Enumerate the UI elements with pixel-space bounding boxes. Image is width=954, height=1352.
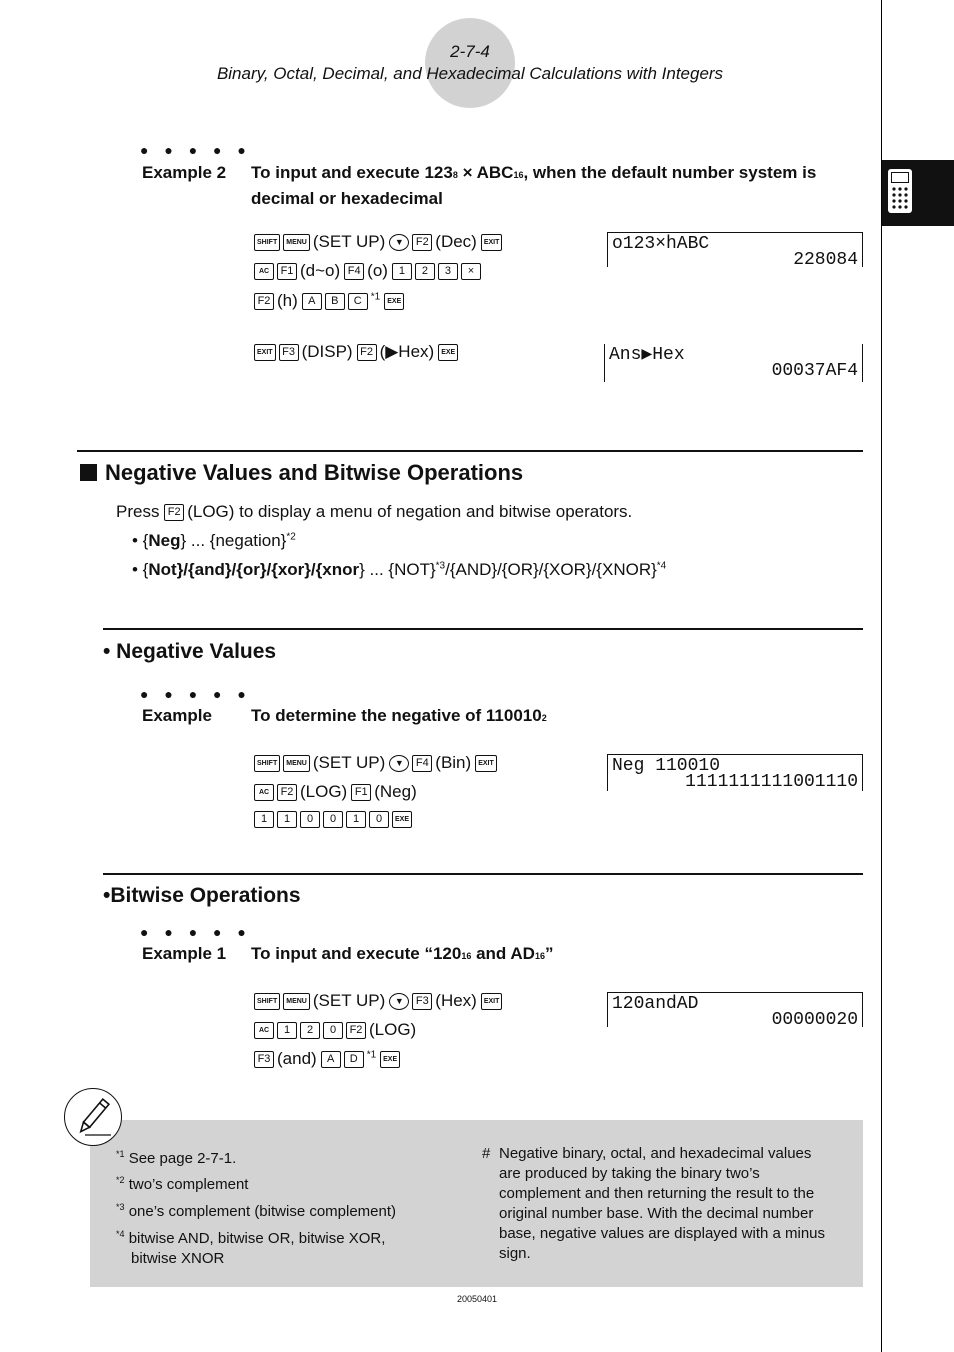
shift-key[interactable]: SHIFT bbox=[254, 993, 280, 1010]
example-title: To input and execute 1238 × ABC16, when the default number system is decimal or hexadecimal bbox=[251, 163, 817, 208]
exe-key[interactable]: EXE bbox=[384, 293, 404, 310]
keystroke-line bbox=[254, 811, 415, 828]
footnote-ref: *1 bbox=[370, 291, 381, 303]
keystroke-line: AC F2 (LOG) F1 (Neg) bbox=[254, 782, 421, 802]
pencil-icon bbox=[64, 1088, 122, 1146]
digit-key[interactable]: 0 bbox=[369, 811, 389, 828]
cursor-down-key[interactable]: ▼ bbox=[389, 755, 409, 772]
example-title: To input and execute “12016 and AD16” bbox=[251, 944, 554, 963]
keystroke-line: EXIT F3 (DISP) F2 (▶Hex) EXE bbox=[254, 342, 461, 362]
exe-key[interactable]: EXE bbox=[380, 1051, 400, 1068]
cursor-down-key[interactable]: ▼ bbox=[389, 993, 409, 1010]
note-text: Negative binary, octal, and hexadecimal values are produced by taking the binary two’s complement and then returning the result to the original number base. With the decimal number base, negative values are displayed with a minus sign. bbox=[499, 1145, 826, 1262]
digit-key[interactable]: 1 bbox=[346, 811, 366, 828]
keystroke-line: AC F1 (d~o) F4 (o) 1 2 3 × bbox=[254, 261, 484, 281]
keystroke-line: AC 1 2 0 F2 (LOG) bbox=[254, 1020, 420, 1040]
example-dots: ● ● ● ● ● bbox=[140, 924, 252, 940]
exit-key[interactable]: EXIT bbox=[254, 344, 276, 361]
cursor-down-key[interactable]: ▼ bbox=[389, 234, 409, 251]
f2-key[interactable]: F2 bbox=[346, 1022, 366, 1039]
digit-key[interactable]: 2 bbox=[300, 1022, 320, 1039]
keystroke-line: SHIFT MENU (SET UP) ▼ F2 (Dec) EXIT bbox=[254, 232, 505, 252]
bullet-item: • {Neg} ... {negation}$^{*2}$ bbox=[132, 531, 296, 550]
letter-key[interactable]: B bbox=[325, 293, 345, 310]
f3-key[interactable]: F3 bbox=[412, 993, 432, 1010]
page-title: Binary, Octal, Decimal, and Hexadecimal Calculations with Integers bbox=[216, 64, 724, 83]
exe-key[interactable]: EXE bbox=[392, 811, 412, 828]
menu-key[interactable]: MENU bbox=[283, 234, 310, 251]
subsection-title: •Bitwise Operations bbox=[103, 884, 301, 907]
example-label: Example 2 bbox=[142, 163, 227, 182]
subsection-rule bbox=[103, 628, 863, 630]
example-dots: ● ● ● ● ● bbox=[140, 142, 252, 158]
footer-code: 20050401 bbox=[456, 1294, 498, 1304]
intro-text: Press F2 (LOG) to display a menu of negation and bitwise operators. bbox=[116, 502, 633, 521]
shift-key[interactable]: SHIFT bbox=[254, 755, 280, 772]
f4-key[interactable]: F4 bbox=[412, 755, 432, 772]
subsection-title: • Negative Values bbox=[103, 640, 277, 663]
f2-key[interactable]: F2 bbox=[254, 293, 274, 310]
bullet-item: • {Not}/{and}/{or}/{xor}/{xnor} ... {NOT}$^{*3}$/{AND}/{OR}/{XOR}/{XNOR}$^{*4}$ bbox=[132, 560, 667, 579]
digit-key[interactable]: 0 bbox=[323, 811, 343, 828]
digit-key[interactable]: 1 bbox=[254, 811, 274, 828]
ac-key[interactable]: AC bbox=[254, 1022, 274, 1039]
example-label: Example 1 bbox=[142, 944, 227, 963]
multiply-key[interactable]: × bbox=[461, 263, 481, 280]
calculator-screen: o123×hABC 228084 bbox=[607, 232, 863, 267]
letter-key[interactable]: A bbox=[302, 293, 322, 310]
letter-key[interactable]: C bbox=[348, 293, 368, 310]
calculator-icon bbox=[887, 168, 913, 214]
example-label: Example bbox=[142, 706, 212, 725]
f3-key[interactable]: F3 bbox=[254, 1051, 274, 1068]
calculator-screen: Ans▶Hex 00037AF4 bbox=[604, 344, 863, 382]
f2-key[interactable]: F2 bbox=[277, 784, 297, 801]
digit-key[interactable]: 0 bbox=[323, 1022, 343, 1039]
section-rule bbox=[77, 450, 863, 452]
f1-key[interactable]: F1 bbox=[277, 263, 297, 280]
digit-key[interactable]: 1 bbox=[392, 263, 412, 280]
exit-key[interactable]: EXIT bbox=[481, 234, 503, 251]
notes-box bbox=[90, 1120, 863, 1287]
f2-key[interactable]: F2 bbox=[164, 504, 184, 521]
subsection-rule bbox=[103, 873, 863, 875]
exit-key[interactable]: EXIT bbox=[475, 755, 497, 772]
footnote: $^{*4}$ bitwise AND, bitwise OR, bitwise XOR, bitwise XNOR bbox=[116, 1229, 386, 1267]
keystroke-line: SHIFT MENU (SET UP) ▼ F4 (Bin) EXIT bbox=[254, 753, 500, 773]
digit-key[interactable]: 2 bbox=[415, 263, 435, 280]
menu-key[interactable]: MENU bbox=[283, 755, 310, 772]
digit-key[interactable]: 1 bbox=[277, 1022, 297, 1039]
section-title: Negative Values and Bitwise Operations bbox=[80, 460, 523, 486]
exit-key[interactable]: EXIT bbox=[481, 993, 503, 1010]
f2-key[interactable]: F2 bbox=[357, 344, 377, 361]
example-dots: ● ● ● ● ● bbox=[140, 686, 252, 702]
digit-key[interactable]: 3 bbox=[438, 263, 458, 280]
keystroke-line: SHIFT MENU (SET UP) ▼ F3 (Hex) EXIT bbox=[254, 991, 505, 1011]
example-title: To determine the negative of 1100102 bbox=[251, 706, 547, 725]
menu-key[interactable]: MENU bbox=[283, 993, 310, 1010]
digit-key[interactable]: 1 bbox=[277, 811, 297, 828]
keystroke-line: F2 (h) A B C $^{*1}$ EXE bbox=[254, 291, 407, 311]
page-number-circle bbox=[425, 18, 515, 108]
ac-key[interactable]: AC bbox=[254, 263, 274, 280]
calculator-screen: Neg 110010 1111111111001110 bbox=[607, 754, 863, 791]
digit-key[interactable]: 0 bbox=[300, 811, 320, 828]
f4-key[interactable]: F4 bbox=[344, 263, 364, 280]
footnote: $^{*3}$ one’s complement (bitwise complement) bbox=[116, 1202, 397, 1220]
f3-key[interactable]: F3 bbox=[279, 344, 299, 361]
keystroke-line: F3 (and) A D $^{*1}$ EXE bbox=[254, 1049, 403, 1069]
letter-key[interactable]: D bbox=[344, 1051, 364, 1068]
calculator-screen: 120andAD 00000020 bbox=[607, 992, 863, 1027]
letter-key[interactable]: A bbox=[321, 1051, 341, 1068]
page-number: 2-7-4 bbox=[450, 42, 490, 61]
hash-mark: # bbox=[482, 1145, 491, 1162]
footnote: $^{*2}$ two’s complement bbox=[116, 1175, 249, 1193]
shift-key[interactable]: SHIFT bbox=[254, 234, 280, 251]
square-bullet-icon bbox=[80, 464, 97, 481]
exe-key[interactable]: EXE bbox=[438, 344, 458, 361]
footnote-ref: *1 bbox=[366, 1049, 377, 1061]
ac-key[interactable]: AC bbox=[254, 784, 274, 801]
f2-key[interactable]: F2 bbox=[412, 234, 432, 251]
f1-key[interactable]: F1 bbox=[351, 784, 371, 801]
footnote: $^{*1}$ See page 2-7-1. bbox=[116, 1149, 237, 1167]
